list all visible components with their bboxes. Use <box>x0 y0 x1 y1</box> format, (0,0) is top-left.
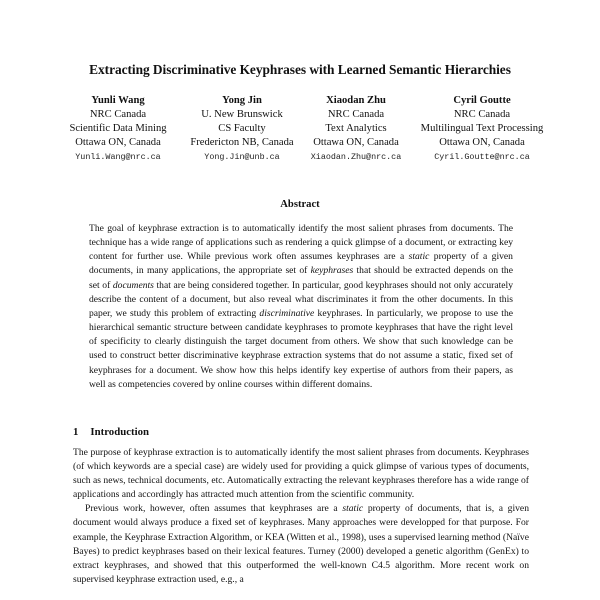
author-email: Cyril.Goutte@nrc.ca <box>434 152 530 162</box>
author-name: Xiaodan Zhu <box>326 95 386 106</box>
author-block <box>50 94 186 164</box>
paper-title: Extracting Discriminative Keyphrases with Learned Semantic Hierarchies <box>89 62 511 77</box>
author-block <box>408 94 556 164</box>
author-department: Multilingual Text Processing <box>420 123 544 134</box>
author-email: Yong.Jin@unb.ca <box>204 152 280 162</box>
author-name: Yunli Wang <box>91 95 145 106</box>
author-department: Text Analytics <box>325 123 387 134</box>
author-affiliation: NRC Canada <box>327 109 385 120</box>
author-email: Xiaodan.Zhu@nrc.ca <box>310 152 402 162</box>
author-block <box>188 94 296 164</box>
paragraph: Previous work, however, often assumes that keyphrases are a static property of documents, that is, a given document would always produce a fixed set of keyphrases. Many approaches were developped for that purpose. For example, the Keyphrase Extraction Algorithm, or KEA (Witten et al., 1998), uses a supervised learning method (Naïve Bayes) to predict keyphrases based on their lexical features. Turney (2000) developed a genetic algorithm (GenEx) to extract keyphrases, and showed that this outperformed the well-known C4.5 algorithm. More recent work on supervised keyphrase extraction used, e.g., a <box>73 503 529 585</box>
author-location: Ottawa ON, Canada <box>313 137 399 148</box>
author-block <box>298 94 414 164</box>
author-email: Yunli.Wang@nrc.ca <box>75 152 161 162</box>
paragraph: The purpose of keyphrase extraction is to automatically identify the most salient phrases from documents. Keyphrases (of which keywords are a special case) are widely used for providing a quick glimpse of various types of documents, such as news, technical documents, etc. Automatically extracting the relevant keyphrases therefore has a wide range of applications and accordingly has attracted much attention from the scientific community. <box>73 447 529 501</box>
author-department: Scientific Data Mining <box>69 123 167 134</box>
section-title: Introduction <box>90 426 150 438</box>
author-location: Ottawa ON, Canada <box>439 137 525 148</box>
author-name: Cyril Goutte <box>453 95 511 106</box>
author-affiliation: NRC Canada <box>453 109 511 120</box>
abstract-heading: Abstract <box>280 199 320 210</box>
abstract-text: The goal of keyphrase extraction is to automatically identify the most salient phrases from documents. The technique has a wide range of applications such as rendering a quick glimpse of a document, or extracting key content for further use. While previous work often assumes keyphrases are a static property of a given documents, in many applications, the appropriate set of keyphrases that should be extracted depends on the set of documents that are being considered together. In particular, good keyphrases should not only accurately describe the content of a document, but also reveal what discriminates it from the other documents. In this paper, we study this problem of extracting discriminative keyphrases. In particularly, we propose to use the hierarchical semantic structure between candidate keyphrases to promote keyphrases that have the right level of specificity to clearly distinguish the target document from others. We show that such knowledge can be used to construct better discriminative keyphrase extraction systems that do not assume a static, fixed set of keyphrases for a document. We show how this helps identify key expertise of authors from their papers, as well as competencies covered by online courses within different domains. <box>89 223 513 390</box>
author-location: Fredericton NB, Canada <box>190 137 294 148</box>
author-affiliation: NRC Canada <box>89 109 147 120</box>
section-heading <box>73 426 149 438</box>
author-name: Yong Jin <box>222 95 262 106</box>
author-department: CS Faculty <box>218 123 266 134</box>
section-number: 1 <box>73 426 79 438</box>
introduction-body <box>73 446 529 587</box>
author-location: Ottawa ON, Canada <box>75 137 161 148</box>
author-affiliation: U. New Brunswick <box>201 109 283 120</box>
